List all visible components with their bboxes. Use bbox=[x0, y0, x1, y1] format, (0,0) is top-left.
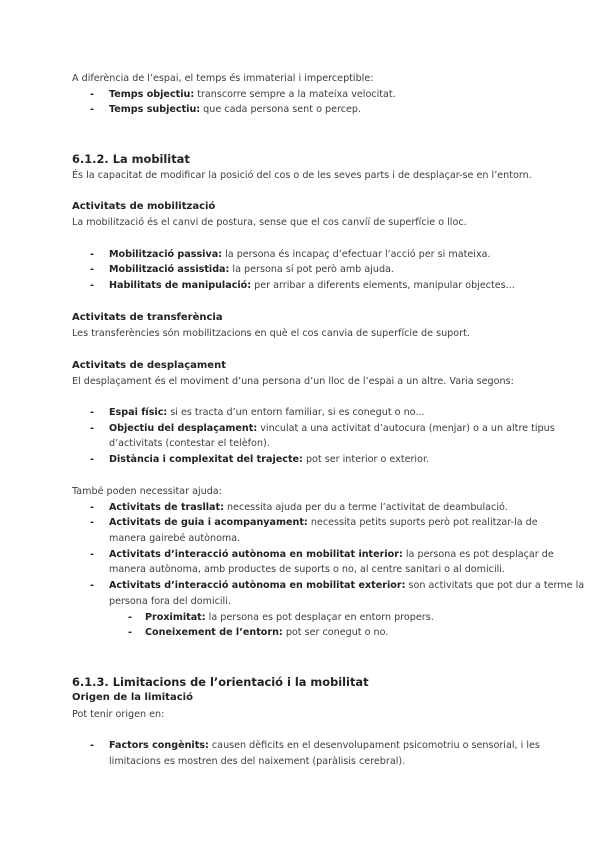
list-term: Activitats de guia i acompanyament: bbox=[109, 517, 308, 528]
list-term: Distància i complexitat del trajecte: bbox=[109, 454, 303, 465]
bullet-dash: - bbox=[128, 627, 132, 638]
list-desc: la persona és incapaç d’efectuar l’acció per si mateixa. bbox=[222, 249, 491, 260]
subsection-heading: Activitats de mobilització bbox=[72, 201, 216, 212]
subsection-paragraph: La mobilització és el canvi de postura, sense que el cos canviï de superfície o lloc. bbox=[72, 217, 467, 228]
paragraph: Pot tenir origen en: bbox=[72, 709, 165, 720]
list-item-continuation: persona fora del domicili. bbox=[109, 596, 231, 607]
bullet-dash: - bbox=[90, 549, 94, 560]
list-term: Coneixement de l’entorn: bbox=[145, 627, 283, 638]
bullet-dash: - bbox=[90, 249, 94, 260]
list-term: Activitats de trasllat: bbox=[109, 502, 224, 513]
list-item-continuation: manera autònoma, amb productes de suports o no, al centre sanitari o al domicili. bbox=[109, 564, 505, 575]
list-term: Habilitats de manipulació: bbox=[109, 280, 252, 291]
bullet-dash: - bbox=[90, 423, 94, 434]
section-heading: 6.1.2. La mobilitat bbox=[72, 152, 190, 166]
subsection-paragraph: Les transferències són mobilitzacions en què el cos canvia de superfície de suport. bbox=[72, 328, 470, 339]
list-desc: la persona es pot desplaçar en entorn propers. bbox=[205, 612, 434, 623]
bullet-dash: - bbox=[90, 502, 94, 513]
list-term: Factors congènits: bbox=[109, 740, 209, 751]
bullet-dash: - bbox=[90, 580, 94, 591]
list-desc: transcorre sempre a la mateixa velocitat. bbox=[194, 89, 396, 100]
list-desc: son activitats que pot dur a terme la bbox=[405, 580, 585, 591]
list-term: Temps objectiu: bbox=[109, 89, 195, 100]
list-desc: si es tracta d’un entorn familiar, si es conegut o no... bbox=[167, 407, 425, 418]
subsection-heading: Activitats de transferència bbox=[72, 312, 223, 323]
list-term: Temps subjectiu: bbox=[109, 104, 201, 115]
bullet-dash: - bbox=[90, 407, 94, 418]
list-desc: que cada persona sent o percep. bbox=[200, 104, 362, 115]
list-desc: pot ser conegut o no. bbox=[282, 627, 389, 638]
bullet-dash: - bbox=[90, 280, 94, 291]
list-desc: la persona sí pot però amb ajuda. bbox=[229, 264, 394, 275]
bullet-dash: - bbox=[90, 454, 94, 465]
section-heading: 6.1.3. Limitacions de l’orientació i la mobilitat bbox=[72, 675, 369, 689]
list-item-continuation: d’activitats (contestar el telèfon). bbox=[109, 438, 270, 449]
list-term: Objectiu del desplaçament: bbox=[109, 423, 258, 434]
list-desc: la persona es pot desplaçar de bbox=[402, 549, 554, 560]
list-term: Espai físic: bbox=[109, 407, 168, 418]
subsection-heading: Origen de la limitació bbox=[72, 692, 193, 703]
bullet-dash: - bbox=[90, 264, 94, 275]
bullet-dash: - bbox=[90, 740, 94, 751]
list-item-continuation: limitacions es mostren des del naixement (paràlisis cerebral). bbox=[109, 756, 406, 767]
bullet-dash: - bbox=[128, 612, 132, 623]
subsection-paragraph: El desplaçament és el moviment d’una persona d’un lloc de l’espai a un altre. Varia segons: bbox=[72, 376, 514, 387]
bullet-dash: - bbox=[90, 89, 94, 100]
list-desc: vinculat a una activitat d’autocura (menjar) o a un altre tipus bbox=[257, 423, 555, 434]
bullet-dash: - bbox=[90, 517, 94, 528]
list-desc: necessita petits suports però pot realitzar-la de bbox=[307, 517, 538, 528]
intro-paragraph: A diferència de l’espai, el temps és immaterial i imperceptible: bbox=[72, 73, 374, 84]
subsection-heading: Activitats de desplaçament bbox=[72, 360, 226, 371]
list-term: Mobilització passiva: bbox=[109, 249, 223, 260]
list-term: Proximitat: bbox=[145, 612, 206, 623]
list-term: Activitats d’interacció autònoma en mobilitat exterior: bbox=[109, 580, 406, 591]
paragraph: També poden necessitar ajuda: bbox=[72, 486, 222, 497]
list-desc: pot ser interior o exterior. bbox=[302, 454, 430, 465]
list-desc: per arribar a diferents elements, manipular objectes... bbox=[251, 280, 515, 291]
list-term: Mobilització assistida: bbox=[109, 264, 230, 275]
list-desc: causen dèficits en el desenvolupament psicomotriu o sensorial, i les bbox=[208, 740, 540, 751]
bullet-dash: - bbox=[90, 104, 94, 115]
section-paragraph: És la capacitat de modificar la posició del cos o de les seves parts i de desplaçar-se en l’entorn. bbox=[72, 170, 532, 181]
list-term: Activitats d’interacció autònoma en mobilitat interior: bbox=[109, 549, 403, 560]
list-desc: necessita ajuda per du a terme l’activitat de deambulació. bbox=[223, 502, 508, 513]
list-item-continuation: manera gairebé autònoma. bbox=[109, 533, 241, 544]
